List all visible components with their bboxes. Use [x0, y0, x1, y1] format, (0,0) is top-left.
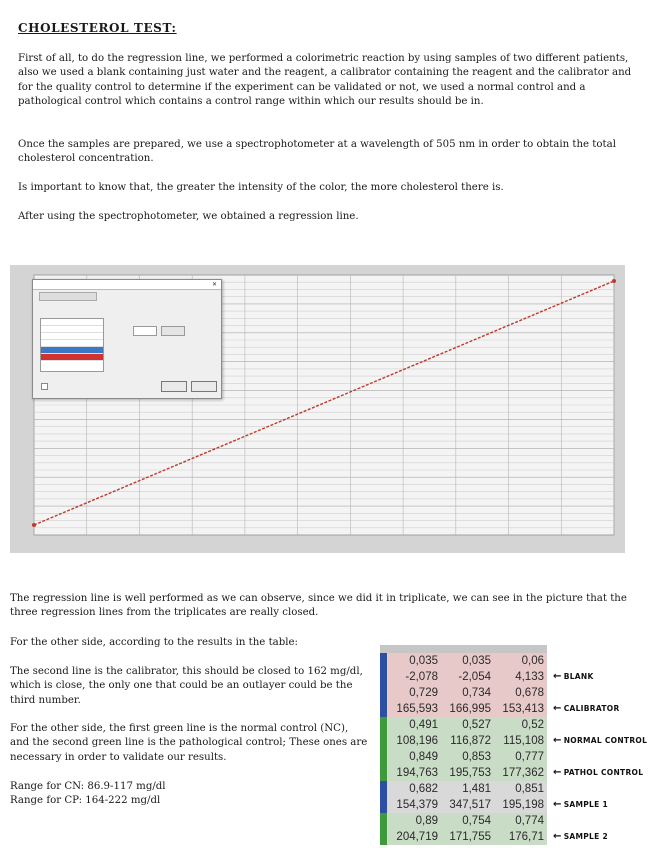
table-cell: 165,593 — [396, 703, 438, 715]
table-cell: 153,413 — [502, 703, 544, 715]
regression-comment-paragraph: The regression line is well performed as we can observe, since we did it in triplicate, we can see in the picture that the three regression lines from the triplicates are really closed. — [10, 593, 627, 619]
annotation-text: PATHOL CONTROL — [563, 768, 644, 777]
table-cell: 0,729 — [409, 687, 438, 699]
table-header-row — [380, 645, 547, 653]
table-cell: 204,719 — [396, 831, 438, 843]
intensity-paragraph: Is important to know that, the greater the intensity of the color, the more cholesterol there is. — [18, 182, 504, 193]
arrow-left-icon: ← — [553, 703, 562, 714]
table-cell: 194,763 — [396, 767, 438, 779]
table-cell: 0,851 — [515, 783, 544, 795]
row-color-marker — [380, 733, 387, 749]
dialog-tab — [39, 292, 97, 301]
annotation-text: BLANK — [563, 672, 594, 681]
table-cell: 0,734 — [462, 687, 491, 699]
row-color-marker — [380, 781, 387, 797]
table-cell: -2,054 — [458, 671, 491, 683]
table-cell: 0,527 — [462, 719, 491, 731]
controls-note: For the other side, the first green line is the normal control (NC), and the second green line is the pathological control; These ones are necessary in order to validate our results. — [10, 723, 368, 763]
table-cell: 0,06 — [521, 655, 544, 667]
regression-point — [32, 523, 36, 527]
table-cell: 116,872 — [450, 735, 491, 747]
row-color-marker — [380, 765, 387, 781]
row-color-marker — [380, 829, 387, 845]
table-cell: 0,52 — [521, 719, 544, 731]
table-cell: 0,774 — [515, 815, 544, 827]
table-cell: 115,108 — [503, 735, 544, 747]
row-color-marker — [380, 685, 387, 701]
table-cell: 0,777 — [515, 751, 544, 763]
table-cell: 108,196 — [396, 735, 438, 747]
table-cell: 171,755 — [449, 831, 491, 843]
results-table — [380, 645, 547, 845]
table-cell: 0,849 — [409, 751, 438, 763]
software-dialog-window — [32, 279, 222, 399]
intro-paragraph: First of all, to do the regression line, we performed a colorimetric reaction by using samples of two different patients, also we used a blank containing just water and the reagent, a calibrator containing the reagent and the calibrator and for the quality control to determine if the experiment can be validated or not, we used a normal control and a pathological control which contains a control range within which our results should be in. — [18, 53, 632, 107]
table-cell: 0,89 — [415, 815, 438, 827]
dialog-dropdown — [133, 326, 157, 336]
row-color-marker — [380, 813, 387, 829]
annotation-label — [553, 671, 594, 682]
row-color-marker — [380, 669, 387, 685]
row-color-marker — [380, 797, 387, 813]
table-cell: 1,481 — [462, 783, 491, 795]
regression-point — [612, 279, 616, 283]
close-icon: ✕ — [211, 281, 217, 288]
arrow-left-icon: ← — [553, 799, 562, 810]
table-cell: 0,035 — [409, 655, 438, 667]
table-cell: 195,198 — [502, 799, 544, 811]
range-cp: Range for CP: 164-222 mg/dl — [10, 795, 161, 806]
row-color-marker — [380, 717, 387, 733]
table-cell: 0,853 — [462, 751, 491, 763]
arrow-left-icon: ← — [553, 831, 562, 842]
table-cell: -2,078 — [405, 671, 438, 683]
arrow-left-icon: ← — [553, 671, 562, 682]
spectrophotometer-paragraph: Once the samples are prepared, we use a spectrophotometer at a wavelength of 505 nm in order to obtain the total cholesterol concentration. — [18, 139, 616, 165]
table-cell: 177,362 — [502, 767, 544, 779]
range-cn: Range for CN: 86.9-117 mg/dl — [10, 781, 166, 792]
table-cell: 166,995 — [449, 703, 491, 715]
regression-intro-paragraph: After using the spectrophotometer, we obtained a regression line. — [18, 211, 359, 222]
table-cell: 347,517 — [449, 799, 491, 811]
row-color-marker — [380, 749, 387, 765]
annotation-label — [553, 767, 643, 778]
dialog-results-grid — [40, 318, 104, 372]
document-title: CHOLESTEROL TEST: — [18, 21, 177, 35]
annotation-label — [553, 735, 647, 746]
dialog-ok-button — [161, 381, 187, 392]
row-color-marker — [380, 653, 387, 669]
table-cell: 0,754 — [462, 815, 491, 827]
annotation-label — [553, 799, 608, 810]
table-cell: 176,71 — [508, 831, 544, 843]
dialog-help-button — [191, 381, 217, 392]
arrow-left-icon: ← — [553, 767, 562, 778]
table-cell: 0,682 — [409, 783, 438, 795]
table-cell: 154,379 — [396, 799, 438, 811]
annotation-text: SAMPLE 2 — [563, 832, 608, 841]
annotation-label — [553, 831, 608, 842]
dialog-checkbox — [41, 383, 48, 390]
dialog-title-bar — [33, 280, 221, 290]
table-cell: 0,491 — [409, 719, 438, 731]
annotation-label — [553, 703, 620, 714]
table-intro-paragraph: For the other side, according to the results in the table: — [10, 637, 298, 648]
row-color-marker — [380, 701, 387, 717]
annotation-text: SAMPLE 1 — [563, 800, 608, 809]
calibrator-note: The second line is the calibrator, this should be closed to 162 mg/dl, which is close, the only one that could be an outlayer could be the third number. — [10, 666, 363, 706]
table-cell: 195,753 — [449, 767, 491, 779]
table-cell: 0,035 — [462, 655, 491, 667]
arrow-left-icon: ← — [553, 735, 562, 746]
annotation-text: CALIBRATOR — [563, 704, 620, 713]
dialog-side-button — [161, 326, 185, 336]
regression-line-screenshot — [10, 265, 625, 553]
table-cell: 0,678 — [515, 687, 544, 699]
annotation-text: NORMAL CONTROL — [563, 736, 648, 745]
table-cell: 4,133 — [515, 671, 544, 683]
